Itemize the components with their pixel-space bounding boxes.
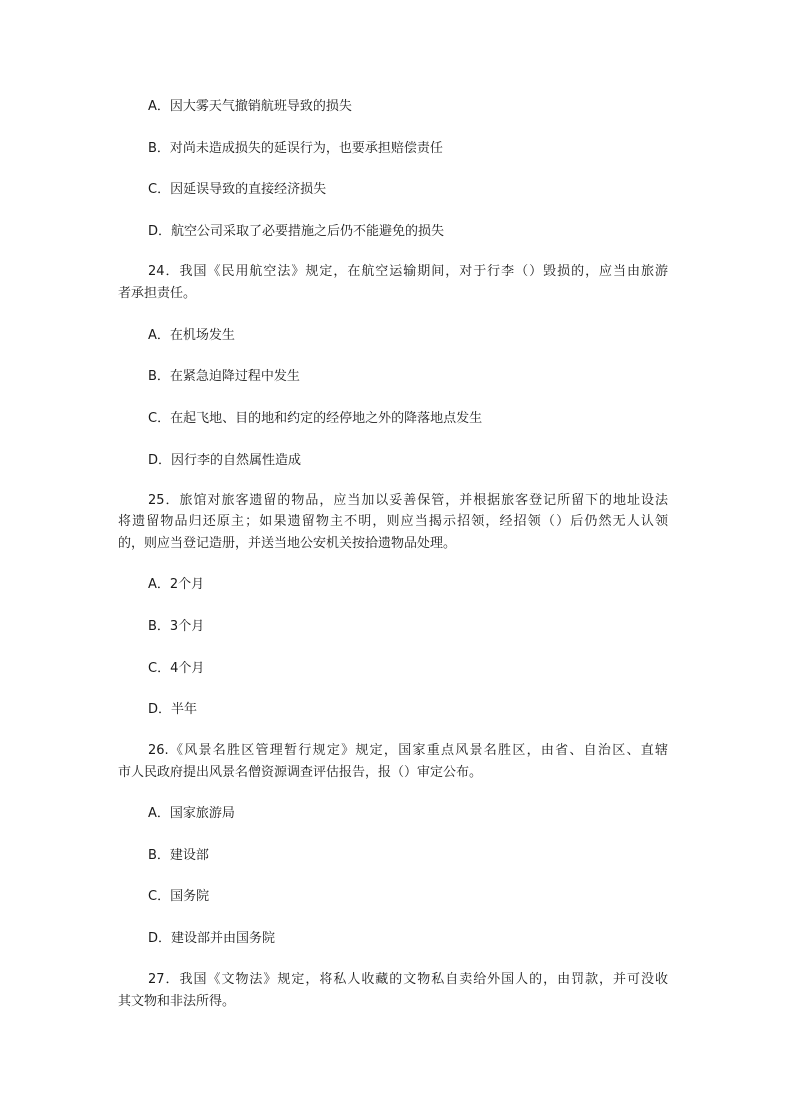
option-c: C．在起飞地、目的地和约定的经停地之外的降落地点发生	[148, 411, 483, 426]
option-d: D．航空公司采取了必要措施之后仍不能避免的损失	[148, 224, 445, 239]
question-stem-line: 25．旅馆对旅客遗留的物品，应当加以妥善保管，并根据旅客登记所留下的地址设法	[148, 493, 668, 508]
option-b: B．3个月	[148, 619, 205, 634]
option-a: A．因大雾天气撤销航班导致的损失	[148, 99, 352, 114]
option-c: C．4个月	[148, 661, 205, 676]
option-d: D．因行李的自然属性造成	[148, 453, 302, 468]
option-a: A．在机场发生	[148, 328, 235, 343]
question-stem-line: 24．我国《民用航空法》规定，在航空运输期间，对于行李（）毁损的，应当由旅游	[148, 264, 668, 279]
option-b: B．对尚未造成损失的延误行为，也要承担赔偿责任	[148, 141, 443, 156]
option-c: C．国务院	[148, 889, 210, 904]
question-stem-line: 市人民政府提出风景名僧资源调查评估报告，报（）审定公布。	[118, 765, 483, 780]
question-stem-line: 者承担责任。	[118, 286, 197, 301]
option-a: A．2个月	[148, 577, 205, 592]
option-b: B．在紧急迫降过程中发生	[148, 369, 300, 384]
option-a: A．国家旅游局	[148, 806, 235, 821]
question-stem-line: 将遗留物品归还原主；如果遗留物主不明，则应当揭示招领，经招领（）后仍然无人认领	[118, 514, 668, 529]
question-stem-line: 26.《风景名胜区管理暂行规定》规定，国家重点风景名胜区，由省、自治区、直辖	[148, 743, 668, 758]
question-stem-line: 27．我国《文物法》规定，将私人收藏的文物私自卖给外国人的，由罚款，并可没收	[148, 972, 668, 987]
option-d: D．半年	[148, 702, 198, 717]
option-d: D．建设部并由国务院	[148, 931, 276, 946]
question-stem-line: 的，则应当登记造册，并送当地公安机关按拾遗物品处理。	[118, 536, 457, 551]
option-b: B．建设部	[148, 848, 209, 863]
question-stem-line: 其文物和非法所得。	[118, 994, 236, 1009]
option-c: C．因延误导致的直接经济损失	[148, 182, 327, 197]
